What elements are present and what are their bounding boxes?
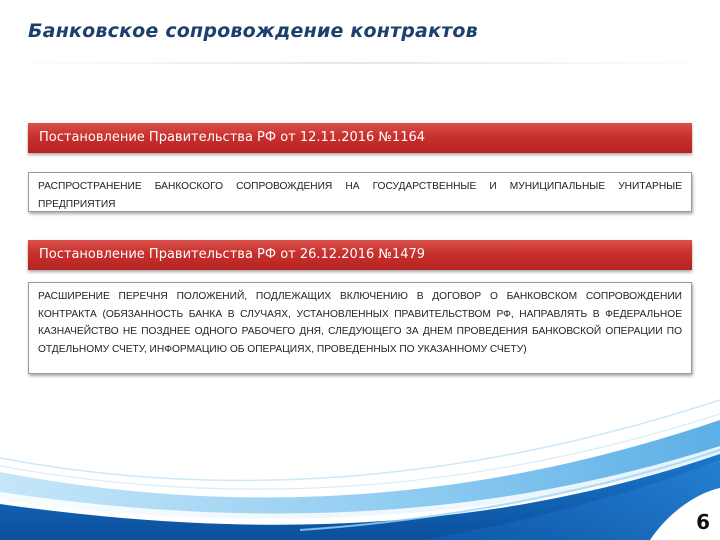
- title-divider: [0, 62, 720, 64]
- footer-wave-decoration: [0, 380, 720, 540]
- resolution-description-1479: РАСШИРЕНИЕ ПЕРЕЧНЯ ПОЛОЖЕНИЙ, ПОДЛЕЖАЩИХ ВКЛЮЧЕНИЮ В ДОГОВОР О БАНКОВСКОМ СОПРОВОЖДЕНИИ КОНТРАКТА (ОБЯЗАННОСТЬ БАНКА В СЛУЧАЯХ, УСТАНОВЛЕННЫХ ПРАВИТЕЛЬСТВОМ РФ, НАПРАВЛЯТЬ В ФЕДЕРАЛЬНОЕ КАЗНАЧЕЙСТВО НЕ ПОЗДНЕЕ ОДНОГО РАБОЧЕГО ДНЯ, СЛЕДУЮЩЕГО ЗА ДНЕМ ПРОВЕДЕНИЯ БАНКОВСКОЙ ОПЕРАЦИИ ПО ОТДЕЛЬНОМУ СЧЕТУ, ИНФОРМАЦИЮ ОБ ОПЕРАЦИЯХ, ПРОВЕДЕННЫХ ПО УКАЗАННОМУ СЧЕТУ): [28, 282, 692, 374]
- page-number: 6: [696, 510, 710, 534]
- resolution-header-1164: Постановление Правительства РФ от 12.11.2016 №1164: [28, 123, 692, 153]
- slide-title: Банковское сопровождение контрактов: [28, 20, 478, 42]
- resolution-header-1479: Постановление Правительства РФ от 26.12.2016 №1479: [28, 240, 692, 270]
- resolution-description-1164: РАСПРОСТРАНЕНИЕ БАНКОСКОГО СОПРОВОЖДЕНИЯ НА ГОСУДАРСТВЕННЫЕ И МУНИЦИПАЛЬНЫЕ УНИТАРНЫЕ ПРЕДПРИЯТИЯ: [28, 172, 692, 212]
